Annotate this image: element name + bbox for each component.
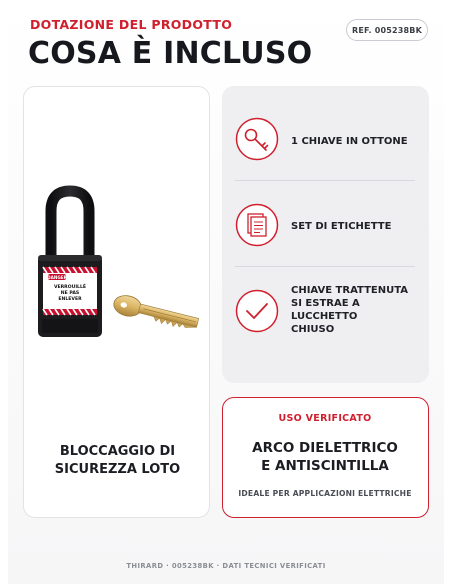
included-items-panel <box>222 86 429 383</box>
included-item-label-line: CHIAVE TRATTENUTA <box>291 285 409 296</box>
product-caption-line: BLOCCAGGIO DI <box>59 444 176 459</box>
document-icon <box>235 203 279 247</box>
lock-label-line: VERROUILLÉ <box>53 285 87 290</box>
page-title: COSA È INCLUSO <box>28 36 313 71</box>
lock-label-danger: DANGER <box>47 275 67 280</box>
verified-use-card <box>222 397 429 518</box>
reference-badge: REF. 005238BK <box>346 19 428 41</box>
verified-title <box>223 439 427 475</box>
verified-note: IDEALE PER APPLICAZIONI ELETTRICHE <box>238 489 412 498</box>
included-item-label-line: CHIUSO <box>291 324 335 335</box>
padlock-and-key-image <box>24 183 211 353</box>
included-item-label <box>291 284 429 336</box>
product-caption <box>24 443 211 479</box>
lock-label-line: ENLEVER <box>58 297 82 302</box>
included-item-label <box>291 220 391 233</box>
included-item-key <box>222 100 429 180</box>
product-card <box>23 86 210 518</box>
section-eyebrow: DOTAZIONE DEL PRODOTTO <box>30 17 233 32</box>
product-caption-line: SICUREZZA LOTO <box>54 462 181 477</box>
included-item-label <box>291 135 408 148</box>
included-item-labels <box>222 186 429 266</box>
verified-title-line: E ANTISCINTILLA <box>261 458 389 474</box>
included-item-label-line: SET DI ETICHETTE <box>291 221 392 232</box>
divider <box>235 180 415 181</box>
included-item-label-line: SI ESTRAE A LUCCHETTO <box>291 298 360 322</box>
key-icon <box>235 117 279 161</box>
footer-text: THIRARD · 005238BK · DATI TECNICI VERIFICATI <box>126 562 326 570</box>
included-item-captive-key <box>222 272 429 352</box>
verified-tag: USO VERIFICATO <box>278 413 372 424</box>
lock-label-line: NE PAS <box>60 291 80 296</box>
verified-title-line: ARCO DIELETTRICO <box>252 440 398 456</box>
product-sheet <box>8 0 444 584</box>
included-item-label-line: 1 CHIAVE IN OTTONE <box>291 136 408 147</box>
checkmark-icon <box>235 289 279 333</box>
divider <box>235 266 415 267</box>
